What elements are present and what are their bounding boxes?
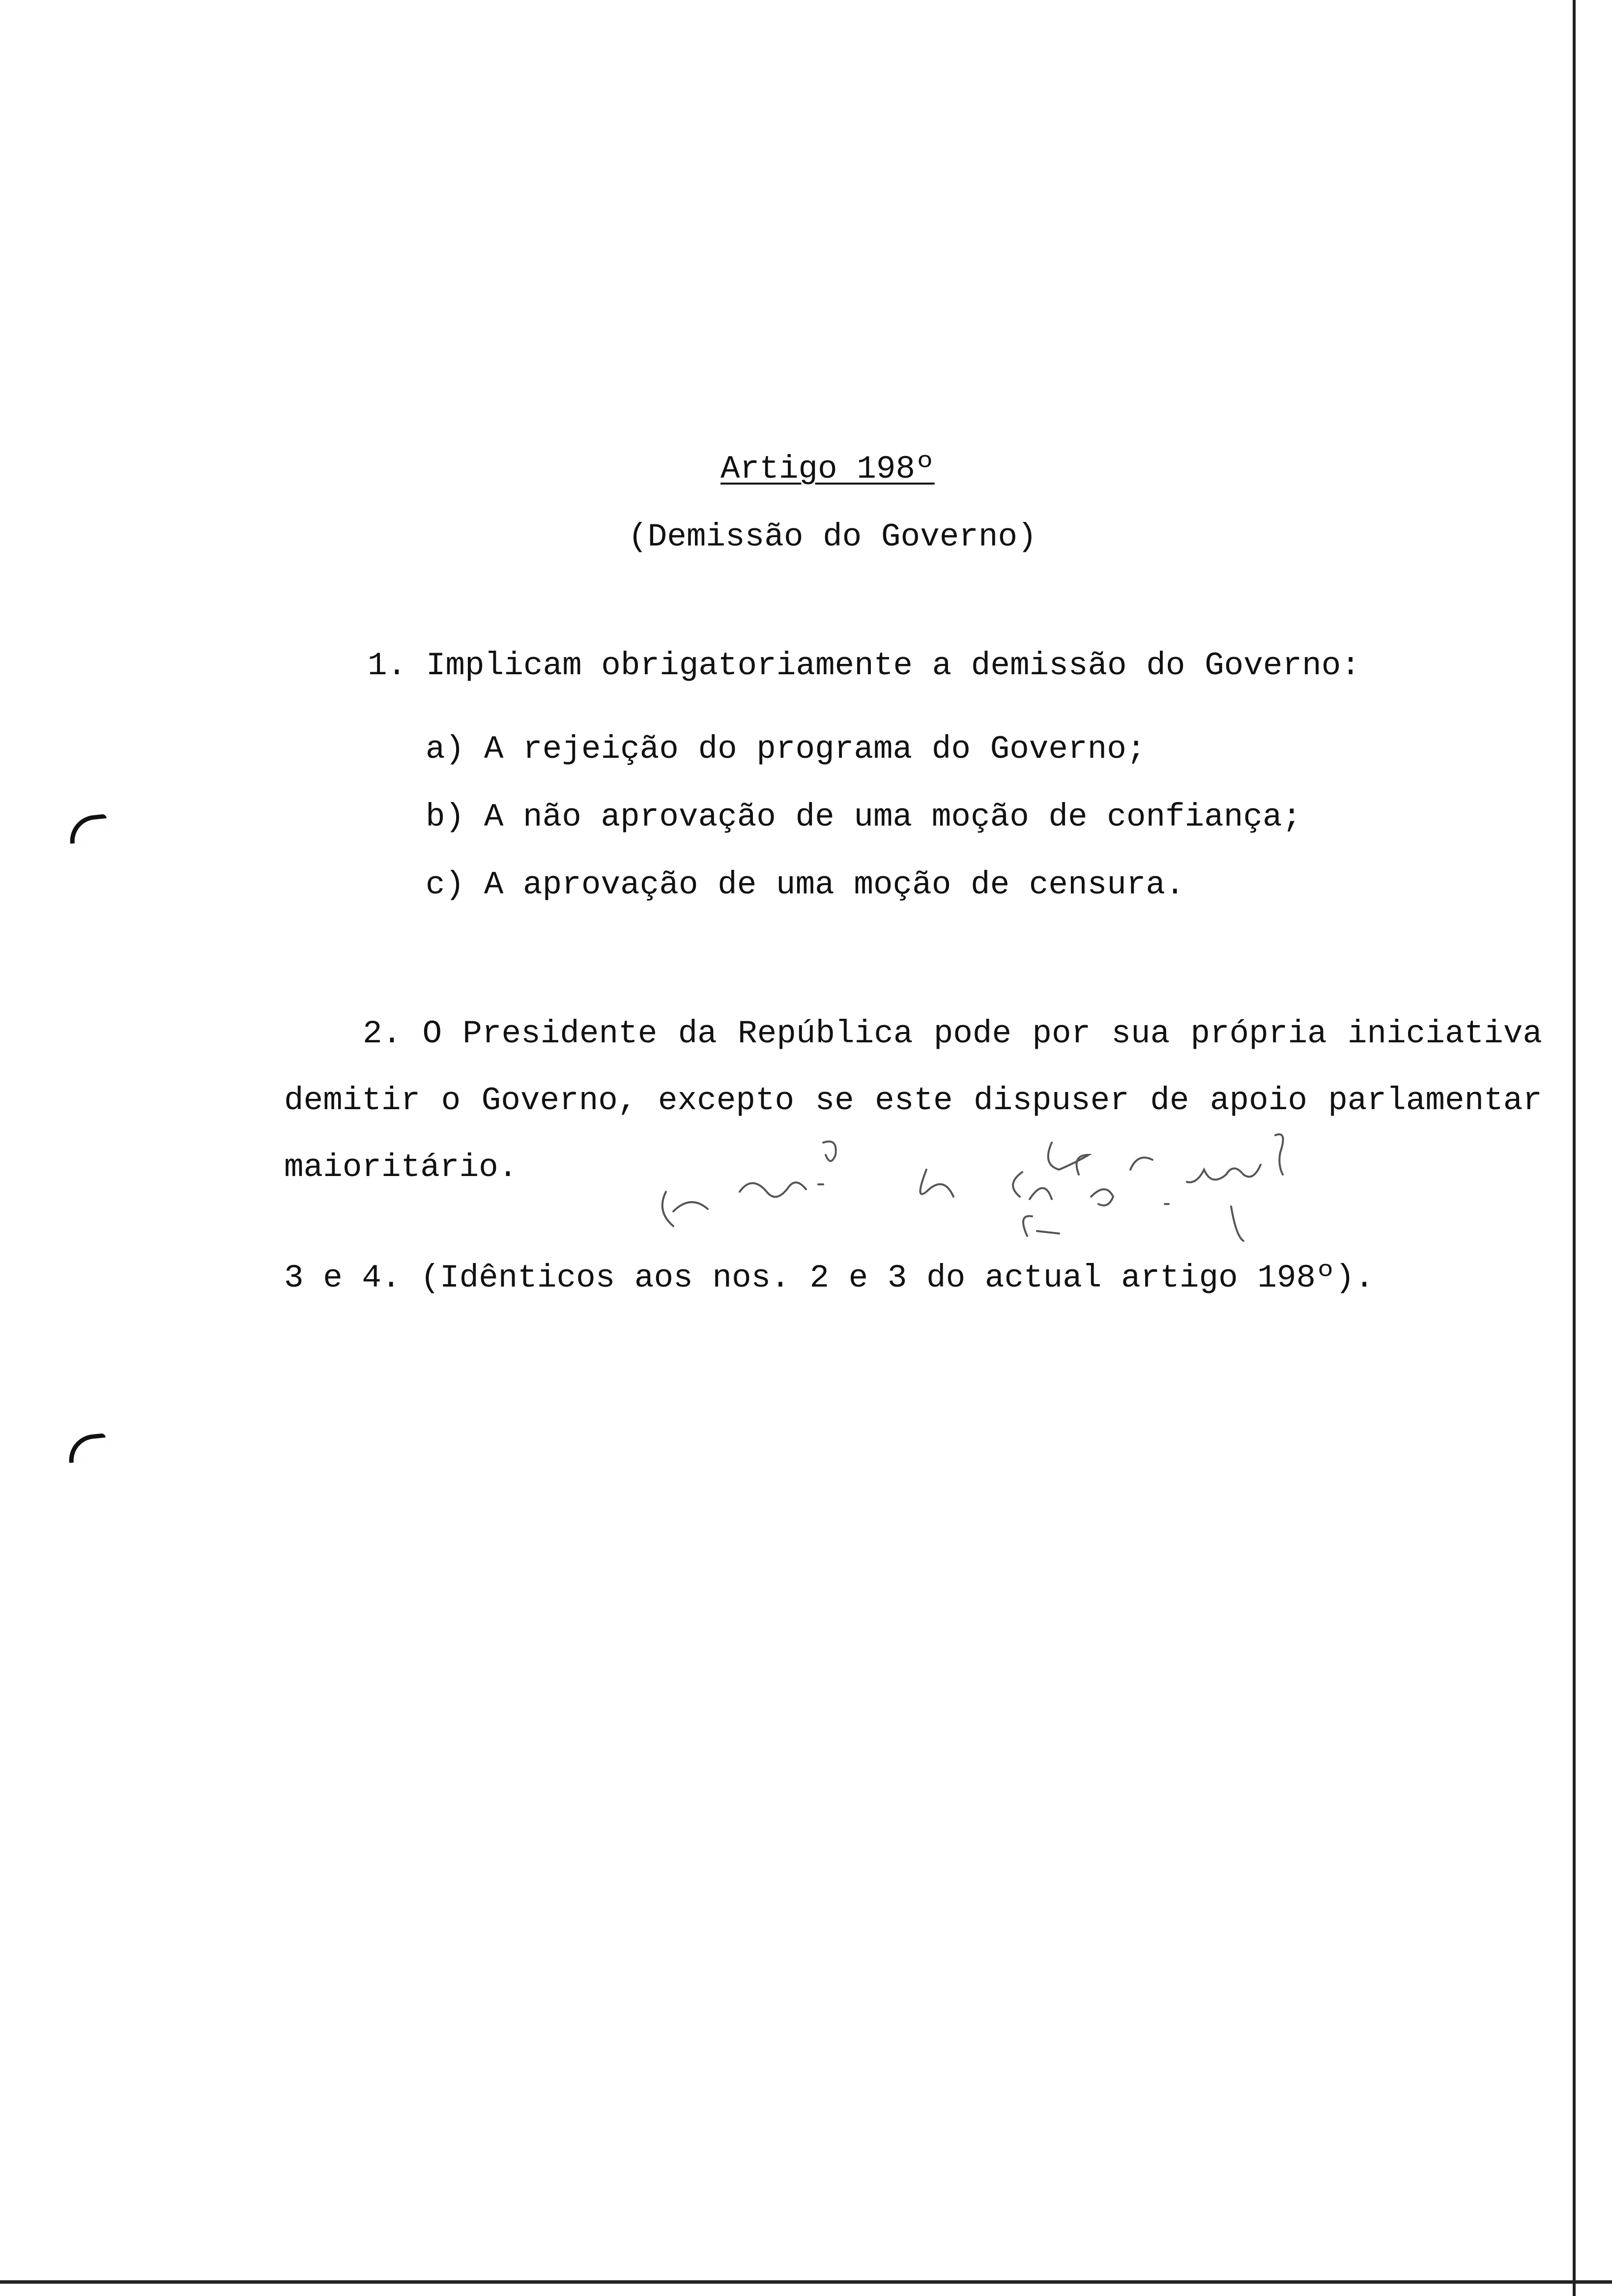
article-subtitle: (Demissão do Governo): [628, 518, 1037, 555]
paragraph-2: 2. O Presidente da República pode por sua própria iniciativa demitir o Governo, excepto se este dispuser de apoio parlamentar maioritário.: [284, 1015, 1542, 1186]
list-item-a: a) A rejeição do programa do Governo;: [426, 731, 1146, 768]
paragraph-3-4: 3 e 4. (Idênticos aos nos. 2 e 3 do actual artigo 198º).: [284, 1260, 1374, 1296]
paragraph-1-intro: 1. Implicam obrigatoriamente a demissão do Governo:: [368, 647, 1360, 684]
punch-hole-mark: [67, 814, 109, 844]
article-title: Artigo 198º: [720, 451, 935, 488]
list-item-b: b) A não aprovação de uma moção de confiança;: [426, 799, 1302, 835]
scan-right-border: [1573, 0, 1576, 2296]
handwritten-annotation: [649, 1125, 1366, 1253]
list-item-c: c) A aprovação de uma moção de censura.: [426, 866, 1185, 903]
scan-bottom-border: [0, 2280, 1612, 2284]
punch-hole-mark: [66, 1433, 108, 1463]
